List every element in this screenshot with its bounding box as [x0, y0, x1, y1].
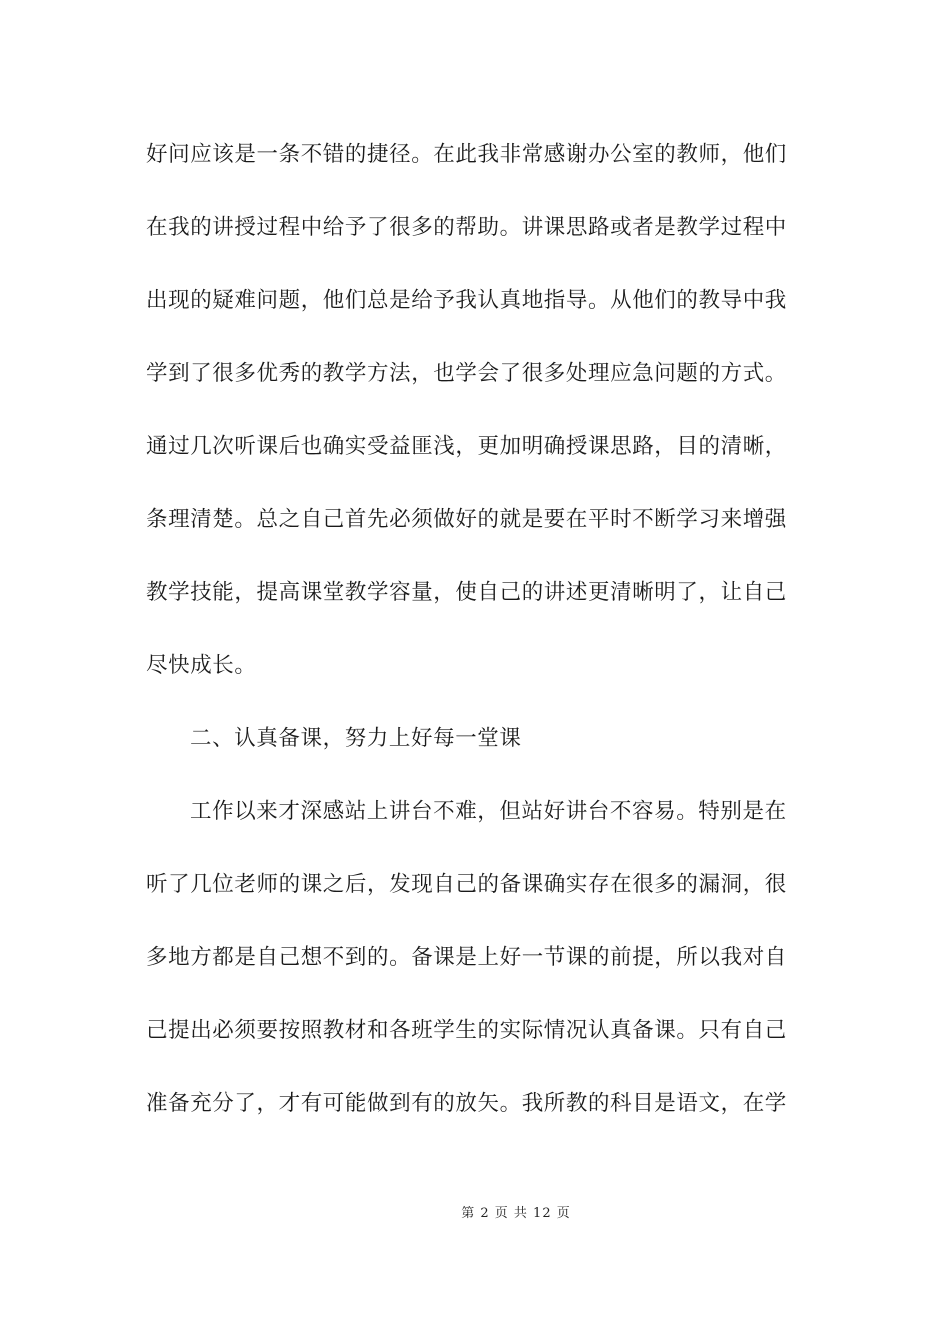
paragraph-line-11: 多地方都是自己想不到的。备课是上好一节课的前提，所以我对自	[146, 945, 787, 970]
paragraph-line-5: 通过几次听课后也确实受益匪浅，更加明确授课思路，目的清晰，	[146, 434, 787, 459]
paragraph-line-4: 学到了很多优秀的教学方法，也学会了很多处理应急问题的方式。	[146, 361, 787, 386]
paragraph-line-10: 听了几位老师的课之后，发现自己的备课确实存在很多的漏洞，很	[146, 872, 787, 897]
paragraph-line-12: 己提出必须要按照教材和各班学生的实际情况认真备课。只有自己	[146, 1018, 787, 1043]
paragraph-line-2: 在我的讲授过程中给予了很多的帮助。讲课思路或者是教学过程中	[146, 215, 787, 240]
paragraph-line-3: 出现的疑难问题，他们总是给予我认真地指导。从他们的教导中我	[146, 288, 787, 313]
paragraph-line-8: 尽快成长。	[146, 653, 257, 678]
paragraph-line-9: 工作以来才深感站上讲台不难，但站好讲台不容易。特别是在	[190, 799, 787, 824]
paragraph-line-13: 准备充分了，才有可能做到有的放矢。我所教的科目是语文，在学	[146, 1091, 787, 1116]
section-heading: 二、认真备课，努力上好每一堂课	[190, 726, 522, 751]
page-number-footer: 第 2 页 共 12 页	[461, 1206, 571, 1221]
paragraph-line-1: 好问应该是一条不错的捷径。在此我非常感谢办公室的教师，他们	[146, 142, 787, 167]
paragraph-line-6: 条理清楚。总之自己首先必须做好的就是要在平时不断学习来增强	[146, 507, 787, 532]
paragraph-line-7: 教学技能，提高课堂教学容量，使自己的讲述更清晰明了，让自己	[146, 580, 787, 605]
